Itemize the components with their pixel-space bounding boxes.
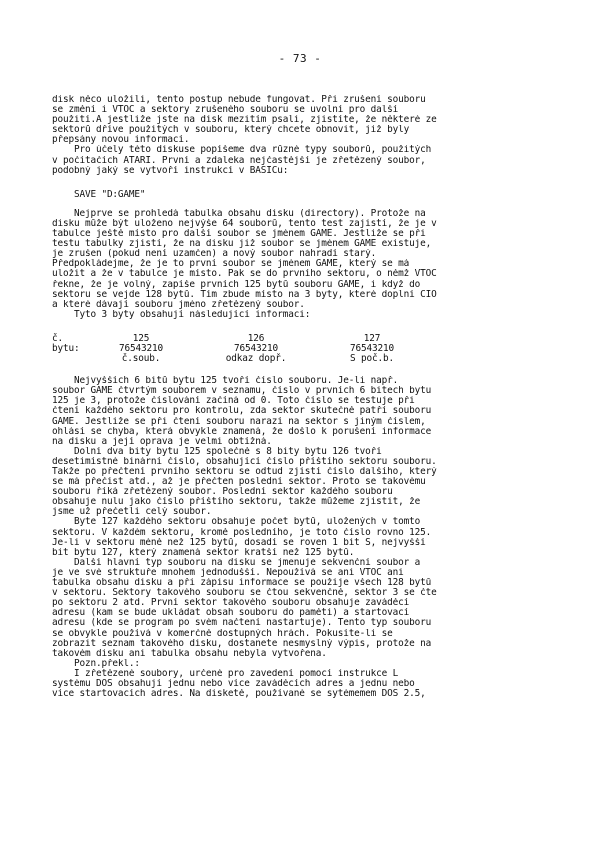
text-line: sektoru se vejde 128 bytů. Tím zbude místo na 3 byty, které doplní CIO (52, 289, 437, 300)
text-line: adresu (kde se program po svém načtení nastartuje). Tento typ souboru (52, 618, 432, 629)
paragraph-block-1 (52, 95, 556, 176)
table-cell: 126 (247, 332, 265, 344)
text-line: po sektoru 2 atd. První sektor takového souboru obsahuje zaváděcí (52, 598, 410, 609)
table-cell: 127 (363, 332, 381, 344)
byte-layout-table (52, 334, 556, 364)
text-line: se má přečíst atd., až je přečten poslední sektor. Proto se takovému (52, 477, 426, 488)
text-line: takovém disku ani tabulka obsahu nebyla vytvořena. (52, 648, 327, 659)
text-line: systému DOS obsahují jednu nebo více zaváděcích adres a jednu nebo (52, 678, 415, 689)
text-line: Dolní dva bity bytu 125 společně s 8 bity bytu 126 tvoří (52, 446, 382, 457)
text-line: je zrušen (pokud není uzamčen) a nový soubor nahradí starý. (52, 249, 377, 260)
basic-command: SAVE "D:GAME" (52, 188, 146, 200)
text-line: v počítačích ATARI. První a zdaleka nejčastější je zřetězený soubor, (52, 155, 426, 166)
text-line: ohlásí se chyba, která obvykle znamená, že došlo k porušení informace (52, 426, 432, 437)
text-line: desetimístné binární číslo, obsahující číslo příštího sektoru souboru. (52, 456, 437, 467)
text-line: podobný jaký se vytvoří instrukcí v BASICu: (52, 165, 289, 176)
page-text (52, 95, 556, 699)
text-line: Předpokládejme, že je to první soubor se jménem GAME, který se má (52, 259, 410, 270)
text-line: řekne, že je volný, zapíše prvních 125 bytů souboru GAME, i když do (52, 279, 421, 290)
text-line: soubor GAME čtvrtým souborem v seznamu, číslo v prvních 6 bitech bytu (52, 386, 432, 397)
text-line: Tyto 3 byty obsahují následující informaci: (52, 309, 311, 320)
text-line: více startovacích adres. Na disketě, používané se sytémemem DOS 2.5, (52, 689, 426, 700)
text-line: použití.A jestliže jste na disk mezitím psali, zjistíte, že některé ze (52, 115, 437, 126)
text-line: sektoru. V každém sektoru, kromě posledního, je toto číslo rovno 125. (52, 527, 432, 538)
text-line: obsahuje nulu jako číslo příštího sektoru, takže můžeme zjistit, že (52, 497, 421, 508)
text-line: se obvykle používá v komerčně dostupných hrách. Pokusíte-li se (52, 628, 393, 639)
paragraph-block-2 (52, 209, 556, 320)
text-line: uložit a že v tabulce je místo. Pak se do prvního sektoru, o němž VTOC (52, 269, 437, 280)
text-line: disku může být uloženo nejvýše 64 souborů, tento test zajistí, že je v (52, 218, 437, 229)
text-line: Pozn.překl.: (52, 658, 140, 669)
table-cell (52, 354, 82, 364)
text-line: Je-li v sektoru méně než 125 bytů, dosadí se roven 1 bit S, nejvyšší (52, 537, 426, 548)
text-line: jsme už přečetli celý soubor. (52, 507, 212, 518)
text-line: Další hlavní typ souboru na disku se jmenuje sekvenční soubor a (52, 557, 421, 568)
table-cell: 125 (132, 332, 150, 344)
text-line: souboru říká zřetězený soubor. Poslední sektor každého souboru (52, 487, 393, 498)
text-line: tabulka obsahu disku a při zápisu informace se použije všech 128 bytů (52, 578, 432, 589)
text-line: Takže po přečtení prvního sektoru se odtud zjistí číslo dalšího, který (52, 467, 437, 477)
table-cell: 76543210 (234, 342, 278, 354)
paragraph-block-3 (52, 376, 556, 699)
text-line: I zřetězené soubory, určené pro zavedení pomocí instrukce L (52, 668, 399, 679)
text-line: tabulce ještě místo pro další soubor se jménem GAME. Jestliže se při (52, 229, 426, 240)
table-cell: S poč.b. (350, 353, 394, 365)
text-line: sektorů dříve použitých v souboru, který chcete obnovit, již byly (52, 125, 410, 136)
table-cell: č.soub. (121, 353, 161, 365)
text-line: Pro účely této diskuse popíšeme dva různé typy souborů, použitých (52, 145, 432, 156)
text-line: přepsány novou informací. (52, 135, 190, 146)
text-line: se změní i VTOC a sektory zrušeného souboru se uvolní pro další (52, 105, 399, 116)
text-line: čtení každého sektoru pro kontrolu, zda sektor skutečně patří souboru (52, 406, 432, 417)
text-line: Nejvyšších 6 bitů bytu 125 tvoří číslo souboru. Je-li např. (52, 376, 399, 387)
text-line: je ve své struktuře mnohem jednodušší. Nepoužívá se ani VTOC ani (52, 567, 404, 578)
text-line: bit bytu 127, který znamená sektor kratší než 125 bytů. (52, 547, 355, 558)
text-line: GAME. Jestliže se při čtení souboru narazí na sektor s jiným číslem, (52, 416, 426, 427)
text-line: zobrazit seznam takového disku, dostanete nesmyslný výpis, protože na (52, 638, 432, 649)
text-line: testu tabulky zjistí, že na disku již soubor se jménem GAME existuje, (52, 239, 432, 250)
text-line: na disku a její oprava je velmi obtížná. (52, 436, 272, 447)
table-row (52, 354, 556, 364)
text-line: Byte 127 každého sektoru obsahuje počet bytů, uložených v tomto (52, 517, 421, 528)
table-cell: 76543210 (119, 342, 163, 354)
text-line: disk něco uložili, tento postup nebude fungovat. Při zrušení souboru (52, 95, 426, 105)
page-number: - 73 - (278, 52, 322, 65)
text-line: Nejprve se prohledá tabulka obsahu disku (directory). Protože na (52, 208, 426, 219)
text-line: v sektoru. Sektory takového souboru se čtou sekvenčně, sektor 3 se čte (52, 588, 437, 599)
text-line: a které dávají souboru jméno zřetězený soubor. (52, 299, 305, 310)
text-line: 125 je 3, protože číslování začíná od 0. Toto číslo se testuje při (52, 396, 415, 407)
table-cell (52, 344, 82, 354)
table-cell: 76543210 (350, 342, 394, 354)
text-line: adresu (kam se bude ukládat obsah souboru do paměti) a startovací (52, 608, 410, 619)
table-cell: odkaz dopř. (225, 353, 287, 365)
table-cell: č. bytu: (52, 332, 80, 354)
